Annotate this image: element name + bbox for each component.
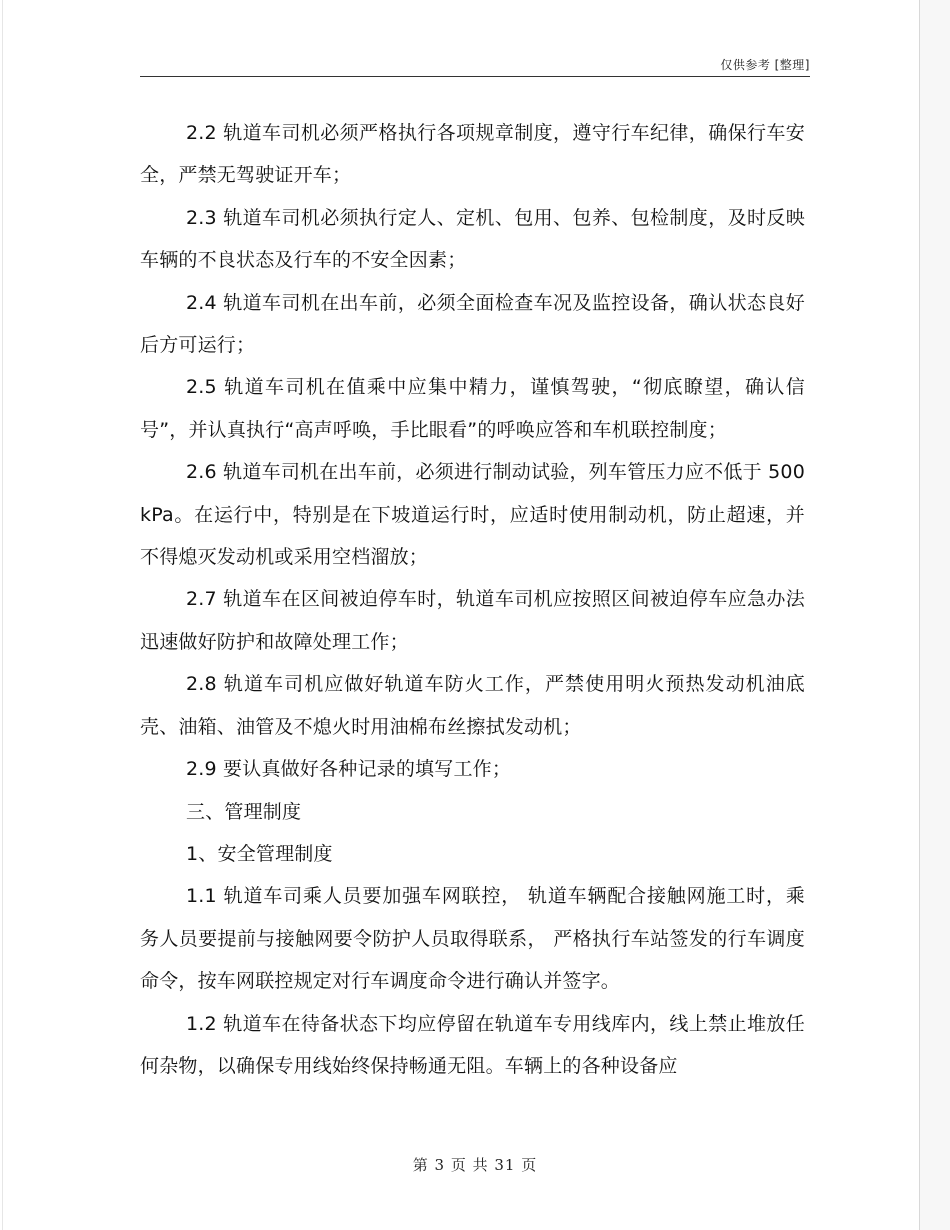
page-footer: 第 3 页 共 31 页 [412,1156,538,1174]
paragraph-2-9: 2.9 要认真做好各种记录的填写工作； [186,758,512,781]
paragraph-2-5: 2.5 轨道车司机在值乘中应集中精力，谨慎驾驶，“彻底瞭望，确认信号”，并认真执行“高声呼唤，手比眼看”的呼唤应答和车机联控制度； [140,376,805,441]
paragraph-2-3: 2.3 轨道车司机必须执行定人、定机、包用、包养、包检制度，及时反映车辆的不良状态及行车的不安全因素； [140,206,805,272]
subsection-heading: 1、安全管理制度 [186,842,333,865]
paragraph-1-1: 1.1 轨道车司乘人员要加强车网联控， 轨道车辆配合接触网施工时，乘务人员要提前与接触网要令防护人员取得联系， 严格执行车站签发的行车调度命令，按车网联控规定对行车调度命令进行确认并签字。 [140,885,805,993]
page-right-margin [920,0,950,1230]
paragraph-1-2: 1.2 轨道车在待备状态下均应停留在轨道车专用线库内，线上禁止堆放任何杂物，以确保专用线始终保持畅通无阻。车辆上的各种设备应 [140,1012,805,1077]
paragraph-2-7: 2.7 轨道车在区间被迫停车时，轨道车司机应按照区间被迫停车应急办法迅速做好防护和故障处理工作； [140,588,805,653]
paragraph-2-4: 2.4 轨道车司机在出车前，必须全面检查车况及监控设备，确认状态良好后方可运行； [140,291,805,357]
section-heading: 三、管理制度 [186,800,302,823]
document-body [140,112,805,1087]
paragraph-2-8: 2.8 轨道车司机应做好轨道车防火工作，严禁使用明火预热发动机油底壳、油箱、油管及不熄火时用油棉布丝擦拭发动机； [140,673,805,738]
paragraph-2-6: 2.6 轨道车司机在出车前，必须进行制动试验，列车管压力应不低于 500kPa。在运行中，特别是在下坡道运行时，应适时使用制动机，防止超速，并不得熄灭发动机或采用空档溜放； [140,461,805,569]
header-rule [140,76,810,77]
page-left-edge [2,0,3,1230]
paragraph-2-2: 2.2 轨道车司机必须严格执行各项规章制度，遵守行车纪律，确保行车安全，严禁无驾驶证开车； [140,122,805,187]
page-header: 仅供参考 [整理] [720,58,810,72]
